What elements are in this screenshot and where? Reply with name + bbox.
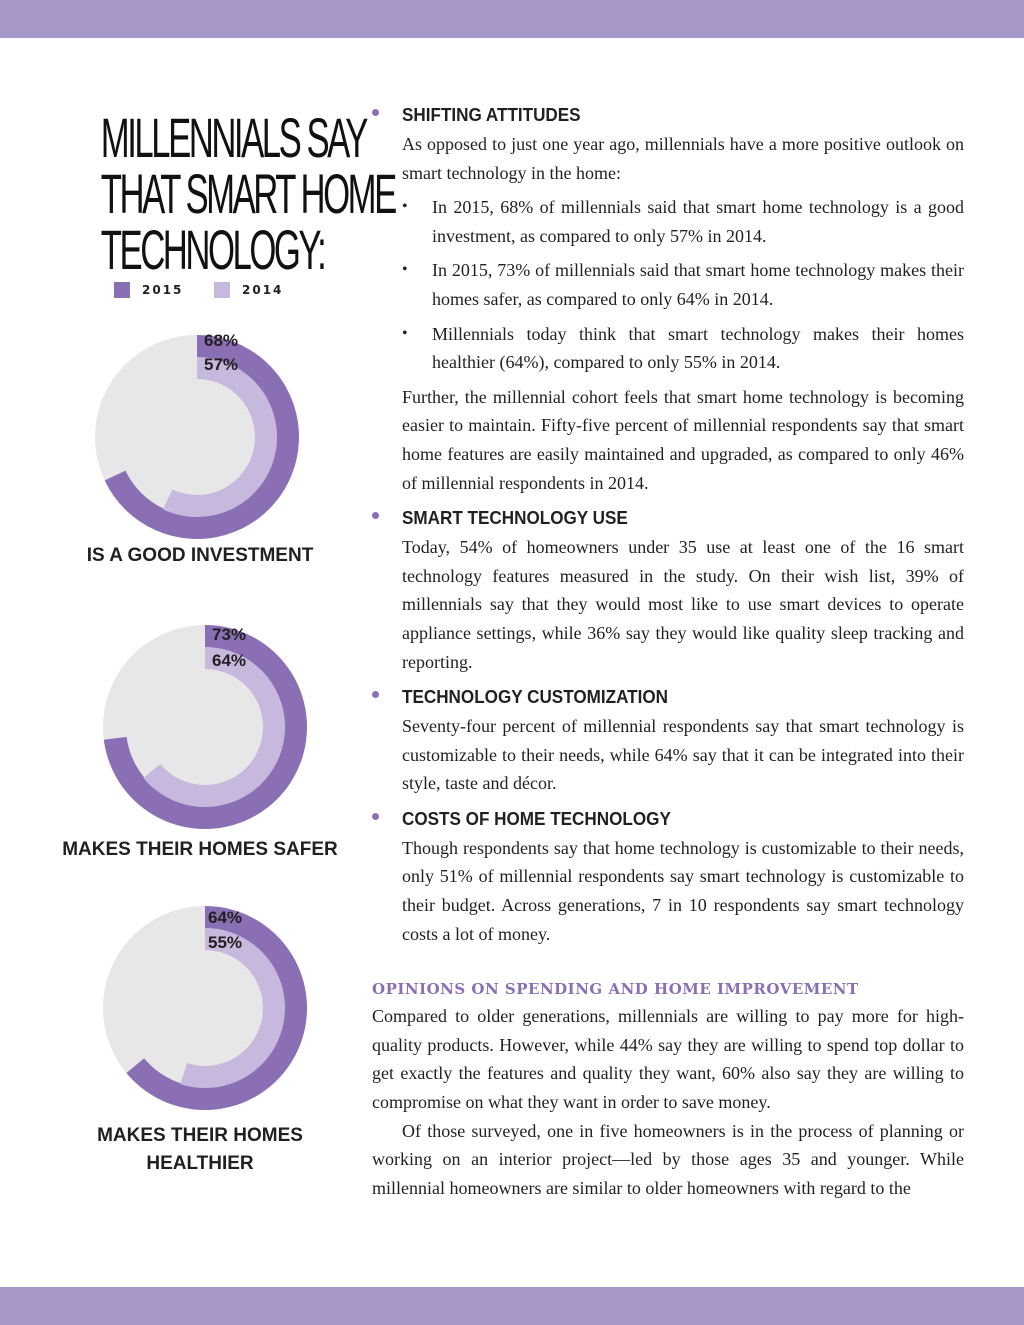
section-shifting-attitudes (372, 100, 964, 497)
donut-chart-healthier (100, 903, 310, 1113)
value-label-2015: 68% (204, 331, 239, 350)
title-line: MILLENNIALS SAY (100, 106, 366, 169)
chart-title-investment: IS A GOOD INVESTMENT (86, 545, 314, 566)
list-item: • In 2015, 73% of millennials said that smart home technology makes their homes safer, as compared to only 64% in 2014. (402, 256, 964, 313)
value-label-2015: 64% (208, 908, 243, 927)
donut-chart-safer (100, 622, 310, 832)
legend-label-2015: 2015 (142, 283, 184, 297)
section-paragraph: Though respondents say that home technology is customizable to their needs, only 51% of millennial respondents say smart technology is customizable to their budget. Across generations, 7 in 10 respondents say smart technology costs a lot of money. (402, 837, 964, 944)
section-heading: TECHNOLOGY CUSTOMIZATION (402, 687, 669, 708)
value-label-2014: 64% (212, 651, 247, 670)
list-item: • In 2015, 68% of millennials said that smart home technology is a good investment, as compared to only 57% in 2014. (402, 193, 964, 250)
top-band (0, 0, 1024, 38)
body-paragraph: Of those surveyed, one in five homeowners is in the process of planning or working on an interior project—led by those ages 35 and younger. While millennial homeowners are similar to older homeowners with regard to the (372, 1120, 964, 1198)
chart-title-line: MAKES THEIR HOMES (97, 1125, 303, 1146)
section-paragraph: Seventy-four percent of millennial respondents say that smart technology is customizable to their needs, while 64% say that it can be integrated into their style, taste and décor. (402, 716, 964, 794)
article-column (372, 100, 964, 1202)
legend-swatch-2014 (214, 282, 230, 298)
legend-item-2015 (114, 282, 183, 298)
legend-label-2014: 2014 (242, 283, 284, 297)
chart-title-safer: MAKES THEIR HOMES SAFER (62, 839, 338, 860)
list-item: • Millennials today think that smart technology makes their homes healthier (64%), compared to only 55% in 2014. (402, 320, 964, 377)
subsection-heading: OPINIONS ON SPENDING AND HOME IMPROVEMENT (372, 980, 859, 999)
legend (114, 282, 314, 300)
bullet-dot-icon (372, 109, 379, 116)
section-heading: COSTS OF HOME TECHNOLOGY (402, 808, 671, 829)
chart-title-healthier (40, 1122, 360, 1178)
section-intro: As opposed to just one year ago, millennials have a more positive outlook on smart technology in the home: (402, 134, 964, 183)
body-paragraph: Compared to older generations, millennials are willing to pay more for high-quality products. However, while 44% say they are willing to spend top dollar to get exactly the features and quality they want, 60% also say they are willing to compromise on what they want in order to save money. (372, 1006, 964, 1113)
chart-title-line: HEALTHIER (146, 1153, 254, 1174)
section-heading: SHIFTING ATTITUDES (402, 105, 581, 125)
section-paragraph: Today, 54% of homeowners under 35 use at least one of the 16 smart technology features measured in the study. On their wish list, 39% of millennials say that they would most like to use smart devices to operate appliance settings, while 36% say they would like quality sleep tracking and reporting. (402, 537, 964, 672)
section-smart-technology-use (372, 503, 964, 676)
section-heading: SMART TECHNOLOGY USE (402, 508, 628, 529)
infographic-title (100, 106, 395, 281)
title-line: THAT SMART HOME (100, 162, 395, 225)
value-label-2015: 73% (212, 625, 247, 644)
bottom-band (0, 1287, 1024, 1325)
section-technology-customization (372, 682, 964, 798)
title-line: TECHNOLOGY: (100, 218, 325, 281)
bullet-dot-icon (372, 813, 379, 820)
bullet-dot-icon (372, 691, 379, 698)
value-label-2014: 55% (208, 933, 243, 952)
legend-item-2014 (214, 282, 283, 298)
sub-bullet-list (402, 193, 964, 377)
section-paragraph: Further, the millennial cohort feels that smart home technology is becoming easier to maintain. Fifty-five percent of millennial respondents say that smart home features are easily maintained and upgraded, as compared to only 46% of millennial respondents in 2014. (402, 386, 964, 493)
bullet-dot-icon (372, 512, 379, 519)
donut-chart-investment (90, 330, 304, 544)
value-label-2014: 57% (204, 355, 239, 374)
legend-swatch-2015 (114, 282, 130, 298)
section-costs-of-home-technology (372, 804, 964, 948)
